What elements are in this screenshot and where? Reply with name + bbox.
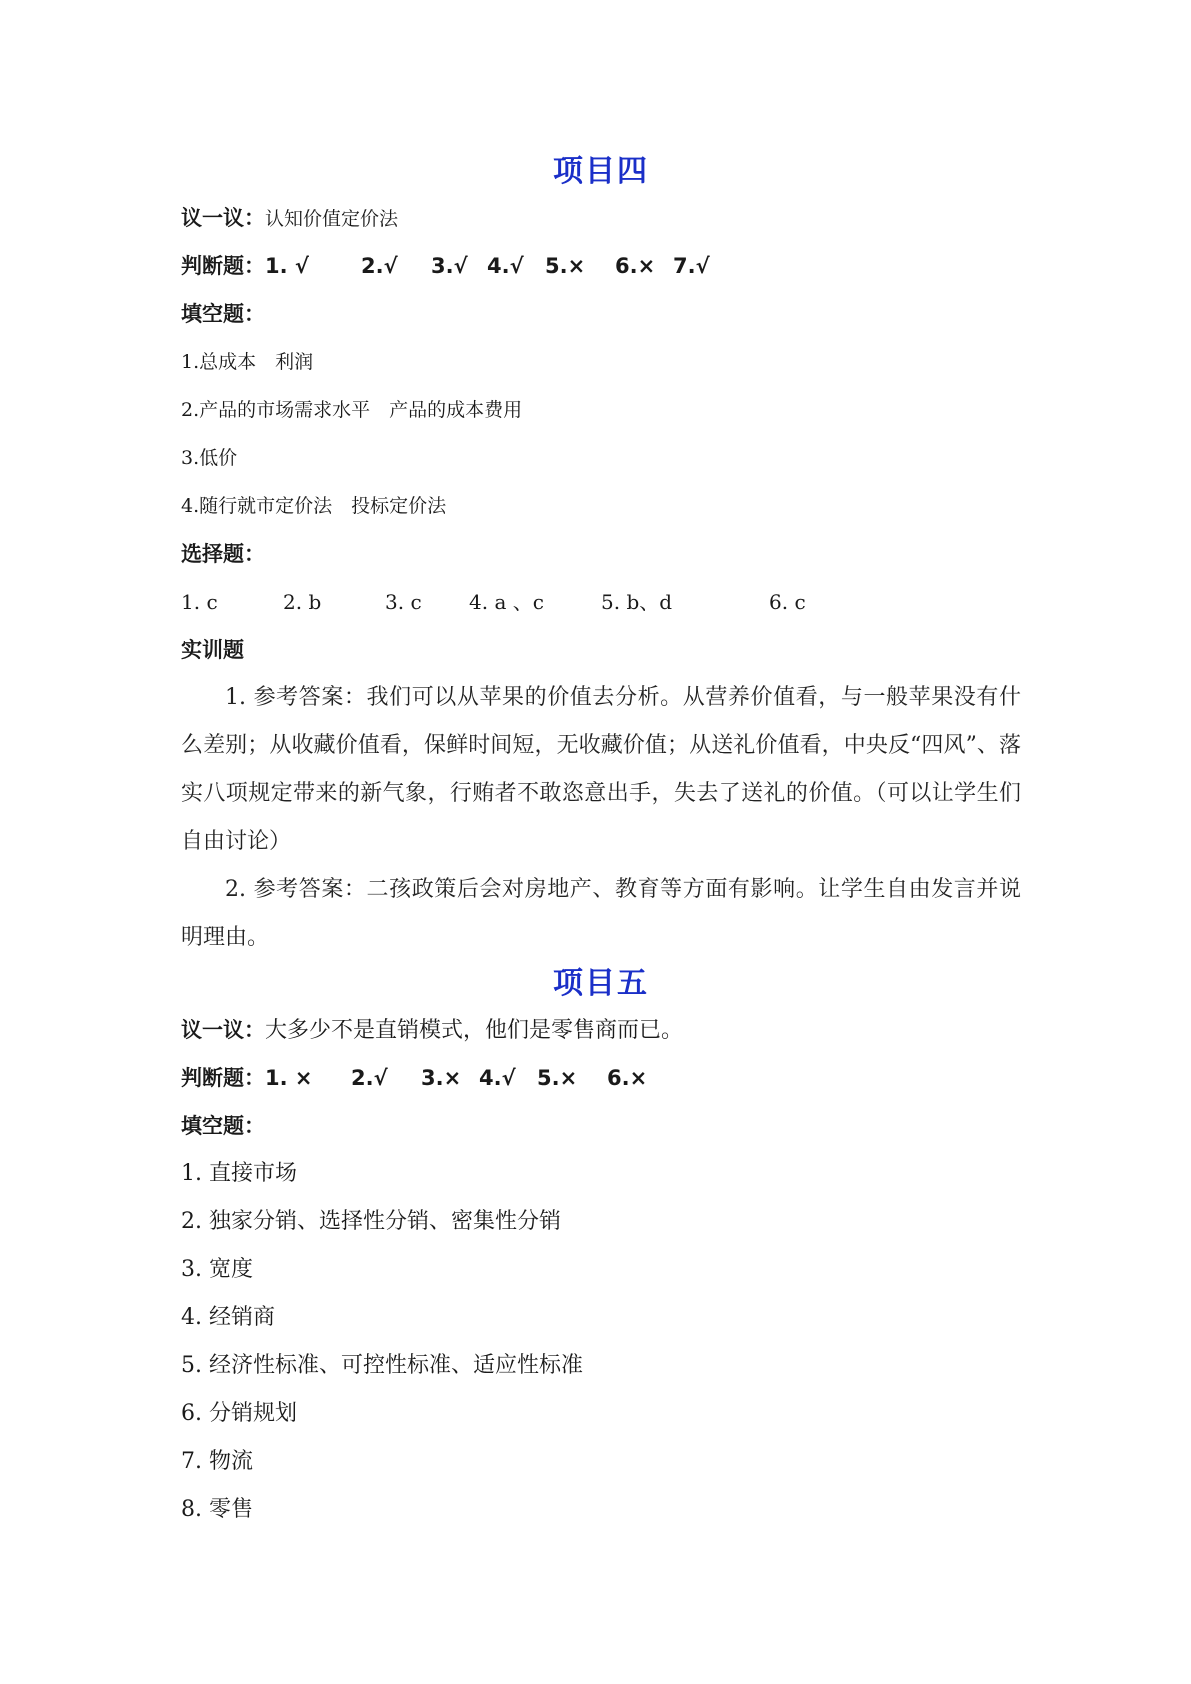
- practice-label-line: [181, 626, 1021, 674]
- judge-answer: 3.×: [421, 1066, 462, 1090]
- choice-answer: 2. b: [283, 590, 322, 614]
- judge-answer: 1. √: [265, 254, 309, 278]
- judge-answer: 6.×: [615, 254, 656, 278]
- fill-item: 1.总成本 利润: [181, 351, 314, 373]
- judge-answer: 5.×: [545, 254, 586, 278]
- judge-answer: 3.√: [431, 254, 468, 278]
- discuss-text: 认知价值定价法: [265, 208, 399, 230]
- discuss-label: 议一议：: [181, 1018, 265, 1042]
- fill-item: 2. 独家分销、选择性分销、密集性分销: [181, 1209, 561, 1234]
- fill-item: 4.随行就市定价法 投标定价法: [181, 495, 447, 517]
- practice-paragraph: 2. 参考答案：二孩政策后会对房地产、教育等方面有影响。让学生自由发言并说明理由。: [181, 877, 1021, 950]
- judge-answer: 1. ×: [265, 1066, 313, 1090]
- fill-item: 3.低价: [181, 447, 238, 469]
- discuss-text: 大多少不是直销模式，他们是零售商而已。: [265, 1018, 684, 1043]
- fill-item: 5. 经济性标准、可控性标准、适应性标准: [181, 1353, 583, 1378]
- fill-label-line-project5: [181, 1102, 1021, 1150]
- judge-answer: 2.√: [351, 1066, 388, 1090]
- practice-paragraph: 1. 参考答案：我们可以从苹果的价值去分析。从营养价值看，与一般苹果没有什么差别；从收藏价值看，保鲜时间短，无收藏价值；从送礼价值看，中央反“四风”、落实八项规定带来的新气象，行贿者不敢恣意出手，失去了送礼的价值。（可以让学生们自由讨论）: [181, 685, 1021, 854]
- judge-answer: 5.×: [537, 1066, 578, 1090]
- fill-item: 3. 宽度: [181, 1257, 253, 1282]
- section-title-project5: 项目五: [553, 966, 649, 1001]
- fill-label: 填空题：: [181, 1114, 265, 1138]
- fill-item: 1. 直接市场: [181, 1161, 297, 1186]
- choice-answer: 1. c: [181, 590, 218, 614]
- judge-answers: [265, 1054, 647, 1102]
- judge-answers: [265, 242, 710, 290]
- judge-line-project5: [181, 1054, 1021, 1102]
- judge-answer: 4.√: [479, 1066, 516, 1090]
- fill-item: 4. 经销商: [181, 1305, 275, 1330]
- document-page: [181, 150, 1021, 1534]
- judge-answer: 6.×: [607, 1066, 648, 1090]
- fill-label-line-project4: [181, 290, 1021, 338]
- practice-label: 实训题: [181, 638, 244, 662]
- fill-item: 7. 物流: [181, 1449, 253, 1474]
- fill-label: 填空题：: [181, 302, 265, 326]
- judge-line-project4: [181, 242, 1021, 290]
- fill-item: 8. 零售: [181, 1497, 253, 1522]
- choice-label: 选择题：: [181, 542, 265, 566]
- judge-answer: 2.√: [361, 254, 398, 278]
- fill-item: 2.产品的市场需求水平 产品的成本费用: [181, 399, 523, 421]
- choice-label-line-project4: [181, 530, 1021, 578]
- discuss-line-project4: [181, 194, 1021, 242]
- discuss-line-project5: [181, 1006, 1021, 1054]
- discuss-label: 议一议：: [181, 206, 265, 230]
- judge-label: 判断题：: [181, 254, 265, 278]
- fill-item: 6. 分销规划: [181, 1401, 297, 1426]
- section-title-project4: 项目四: [553, 154, 649, 189]
- choice-answer: 6. c: [769, 590, 806, 614]
- choice-answer: 3. c: [385, 590, 422, 614]
- judge-label: 判断题：: [181, 1066, 265, 1090]
- choice-answer: 5. b、d: [601, 590, 673, 614]
- choice-answers: [181, 578, 1021, 626]
- judge-answer: 4.√: [487, 254, 524, 278]
- choice-answer: 4. a 、c: [469, 590, 544, 614]
- judge-answer: 7.√: [673, 254, 710, 278]
